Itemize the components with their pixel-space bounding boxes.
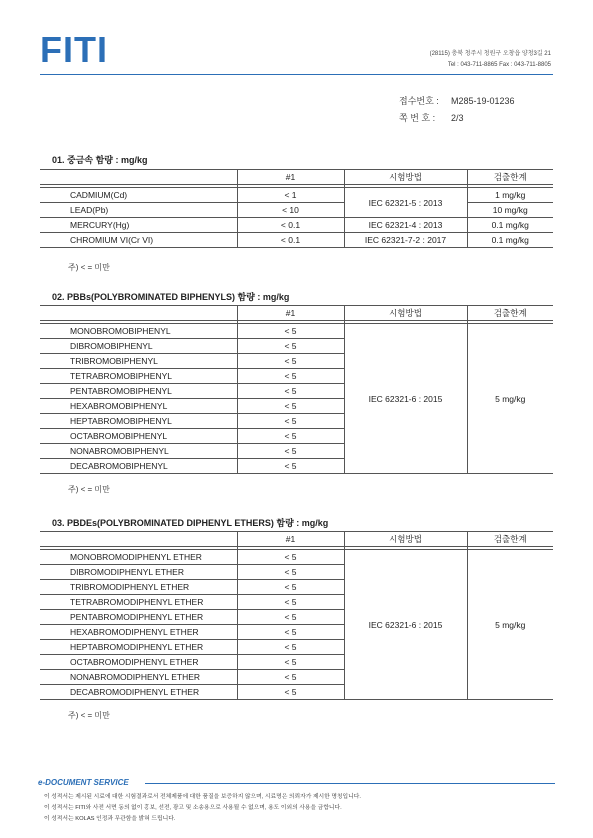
contact-line: Tel : 043-711-8865 Fax : 043-711-8805 — [447, 62, 551, 68]
page-number: 2/3 — [451, 113, 464, 123]
col-header-sample: #1 — [237, 170, 344, 185]
table-row: OCTABROMODIPHENYL ETHER < 5 — [40, 655, 553, 670]
table-row: LEAD(Pb) < 10 10 mg/kg — [40, 203, 553, 218]
limit-cell: 5 mg/kg — [467, 324, 553, 474]
table-row: HEXABROMODIPHENYL ETHER < 5 — [40, 625, 553, 640]
table-header-row — [40, 306, 553, 321]
col-header-method: 시험방법 — [344, 532, 467, 547]
col-header-method: 시험방법 — [344, 306, 467, 321]
limit-cell: 5 mg/kg — [467, 550, 553, 700]
col-header-limit: 검출한계 — [467, 306, 553, 321]
table-row: NONABROMODIPHENYL ETHER < 5 — [40, 670, 553, 685]
table-header-row — [40, 170, 553, 185]
table-row: CADMIUM(Cd) < 1 IEC 62321-5 : 2013 1 mg/kg — [40, 188, 553, 203]
table-row: OCTABROMOBIPHENYL < 5 — [40, 429, 553, 444]
table-row: TRIBROMOBIPHENYL < 5 — [40, 354, 553, 369]
page-number-label: 쪽 번 호 : — [399, 113, 436, 123]
table-note: 주) < = 미만 — [68, 485, 110, 494]
receipt-number: M285-19-01236 — [451, 96, 515, 106]
table-row: HEPTABROMODIPHENYL ETHER < 5 — [40, 640, 553, 655]
header-rule — [40, 74, 553, 75]
section-title-pbdes: 03. PBDEs(POLYBROMINATED DIPHENYL ETHERS) 함량 : mg/kg — [52, 518, 329, 528]
table-row: PENTABROMODIPHENYL ETHER < 5 — [40, 610, 553, 625]
address-line: (28115) 충북 청주시 청원구 오창읍 양청3길 21 — [429, 51, 551, 57]
pbdes-table — [40, 531, 553, 700]
section-title-pbbs: 02. PBBs(POLYBROMINATED BIPHENYLS) 함량 : mg/kg — [52, 292, 290, 302]
method-cell: IEC 62321-6 : 2015 — [344, 324, 467, 474]
col-header-sample: #1 — [237, 532, 344, 547]
col-header-limit: 검출한계 — [467, 532, 553, 547]
heavy-metals-table — [40, 169, 553, 248]
table-row: TRIBROMODIPHENYL ETHER < 5 — [40, 580, 553, 595]
table-row: DECABROMODIPHENYL ETHER < 5 — [40, 685, 553, 700]
table-row: NONABROMOBIPHENYL < 5 — [40, 444, 553, 459]
table-row: MERCURY(Hg) < 0.1 IEC 62321-4 : 2013 0.1 mg/kg — [40, 218, 553, 233]
table-row: HEXABROMOBIPHENYL < 5 — [40, 399, 553, 414]
method-cell: IEC 62321-6 : 2015 — [344, 550, 467, 700]
footer-line: 이 성적서는 FITI와 사전 서면 동의 없이 홍보, 선전, 광고 및 소송용으로 사용될 수 없으며, 용도 이외의 사용을 금합니다. — [44, 805, 342, 811]
table-row: MONOBROMODIPHENYL ETHER < 5 IEC 62321-6 : 2015 5 mg/kg — [40, 550, 553, 565]
table-row: DIBROMOBIPHENYL < 5 — [40, 339, 553, 354]
receipt-number-label: 접수번호 : — [399, 96, 439, 106]
table-row: HEPTABROMOBIPHENYL < 5 — [40, 414, 553, 429]
table-row: CHROMIUM VI(Cr VI) < 0.1 IEC 62321-7-2 : 2017 0.1 mg/kg — [40, 233, 553, 248]
footer-rule — [145, 783, 555, 784]
footer-line: 이 성적서는 KOLAS 인정과 무관함을 밝혀 드립니다. — [44, 816, 176, 822]
company-address — [430, 49, 551, 71]
table-row: MONOBROMOBIPHENYL < 5 IEC 62321-6 : 2015 5 mg/kg — [40, 324, 553, 339]
table-note: 주) < = 미만 — [68, 263, 110, 272]
col-header-limit: 검출한계 — [467, 170, 553, 185]
receipt-info — [399, 93, 515, 127]
table-row: DIBROMODIPHENYL ETHER < 5 — [40, 565, 553, 580]
table-row: TETRABROMOBIPHENYL < 5 — [40, 369, 553, 384]
fiti-logo — [40, 32, 140, 68]
table-row: PENTABROMOBIPHENYL < 5 — [40, 384, 553, 399]
col-header-sample: #1 — [237, 306, 344, 321]
col-header-method: 시험방법 — [344, 170, 467, 185]
table-row: TETRABROMODIPHENYL ETHER < 5 — [40, 595, 553, 610]
pbbs-table — [40, 305, 553, 474]
footer-line: 이 성적서는 제시된 시료에 대한 시험결과로서 전체제품에 대한 품질을 보증하지 않으며, 시료명은 의뢰자가 제시한 명칭입니다. — [44, 794, 361, 800]
table-note: 주) < = 미만 — [68, 711, 110, 720]
table-header-row — [40, 532, 553, 547]
e-document-service-label: e-DOCUMENT SERVICE — [38, 778, 129, 787]
table-row: DECABROMOBIPHENYL < 5 — [40, 459, 553, 474]
section-title-heavy-metals: 01. 중금속 함량 : mg/kg — [52, 155, 148, 165]
svg-text:FITI: FITI — [40, 32, 108, 68]
